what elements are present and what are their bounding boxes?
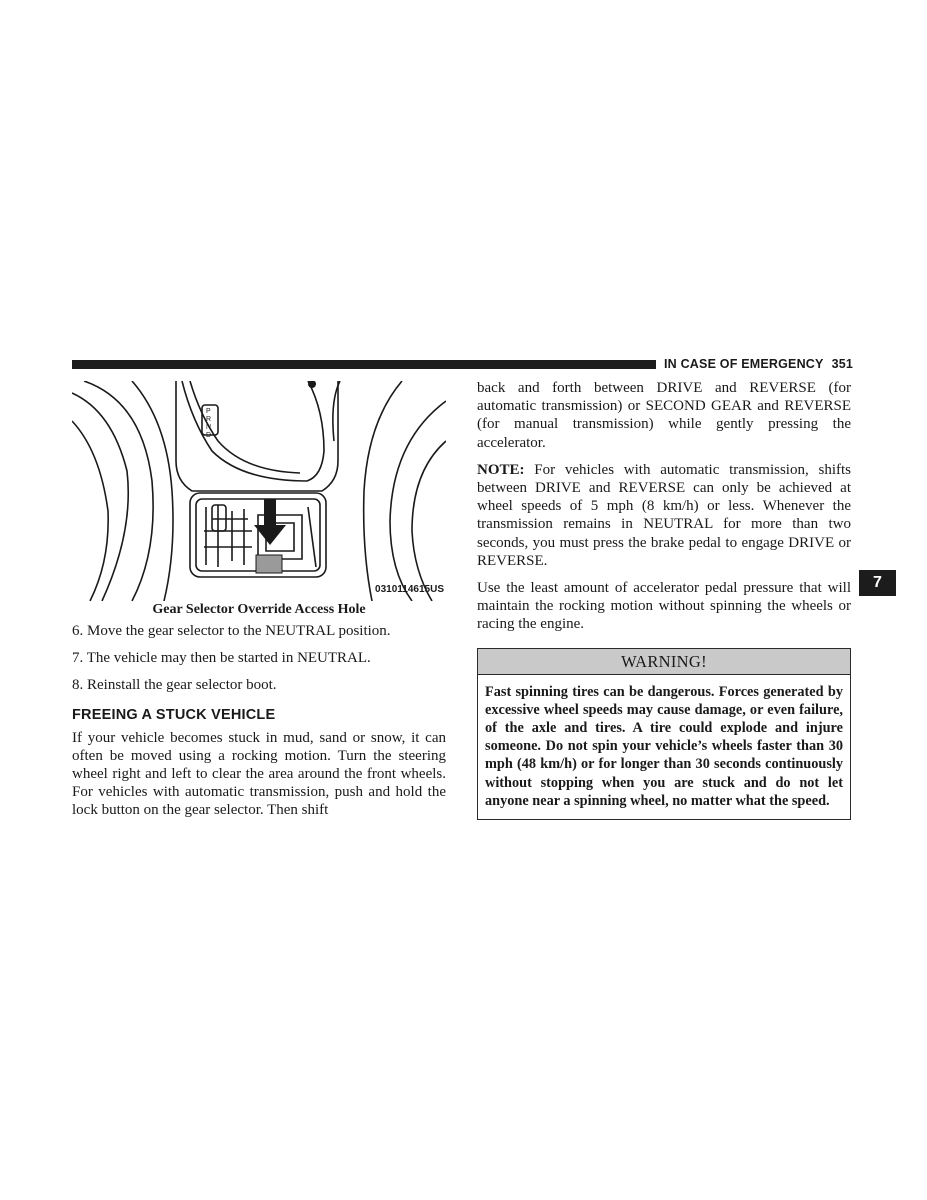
running-header <box>664 357 854 373</box>
body-paragraph: If your vehicle becomes stuck in mud, sand or snow, it can often be moved using a rocking motion. Turn the steering wheel right and left to clear the area around the front wheels. For vehicles with automatic transmission, push and hold the lock button on the gear selector. Then shift <box>72 729 446 819</box>
step-7: 7. The vehicle may then be started in NEUTRAL. <box>72 650 371 667</box>
left-column <box>72 622 446 820</box>
warning-title: WARNING! <box>478 649 850 675</box>
step-6: 6. Move the gear selector to the NEUTRAL position. <box>72 623 391 639</box>
header-rule <box>72 360 656 369</box>
gear-selector-drawing <box>72 381 446 601</box>
warning-text: Fast spinning tires can be dangerous. Forces generated by excessive wheel speeds may cause damage, or even failure, of the axle and tires. A tire could explode and injure someone. Do not spin your vehicle’s wheels faster than 30 mph (48 km/h) or for longer than 30 seconds continuously without stopping when you are stuck and do not let anyone near a spinning wheel, no matter what the speed. <box>485 683 843 809</box>
figure-caption: Gear Selector Override Access Hole <box>152 602 366 617</box>
warning-box <box>477 648 851 820</box>
gear-label-r: R <box>206 416 212 423</box>
continued-paragraph: back and forth between DRIVE and REVERSE (for automatic transmission) or SECOND GEAR and REVERSE (for manual transmission) while gently pressing the accelerator. <box>477 380 851 451</box>
page-number: 351 <box>831 357 854 371</box>
figure-code: 0310114615US <box>375 584 444 595</box>
gear-label-n: N <box>206 424 212 431</box>
gear-label-d: D <box>206 432 212 439</box>
pedal-paragraph: Use the least amount of accelerator pedal pressure that will maintain the rocking motion without spinning the wheels or racing the engine. <box>477 580 851 633</box>
note-text: For vehicles with automatic transmission, shifts between DRIVE and REVERSE can only be achieved at wheel speeds of 5 mph (8 km/h) or less. Whenever the transmission remains in NEUTRAL for more than two seconds, you must press the brake pedal to engage DRIVE or REVERSE. <box>477 461 851 569</box>
step-8: 8. Reinstall the gear selector boot. <box>72 677 277 694</box>
note-paragraph <box>477 461 851 570</box>
right-column <box>477 379 851 820</box>
chapter-tab: 7 <box>859 570 896 596</box>
note-label: NOTE: <box>477 461 525 478</box>
gear-label-p: P <box>206 408 211 415</box>
section-title: IN CASE OF EMERGENCY <box>664 357 824 371</box>
gear-selector-illustration <box>72 381 446 601</box>
section-heading: FREEING A STUCK VEHICLE <box>72 706 276 723</box>
